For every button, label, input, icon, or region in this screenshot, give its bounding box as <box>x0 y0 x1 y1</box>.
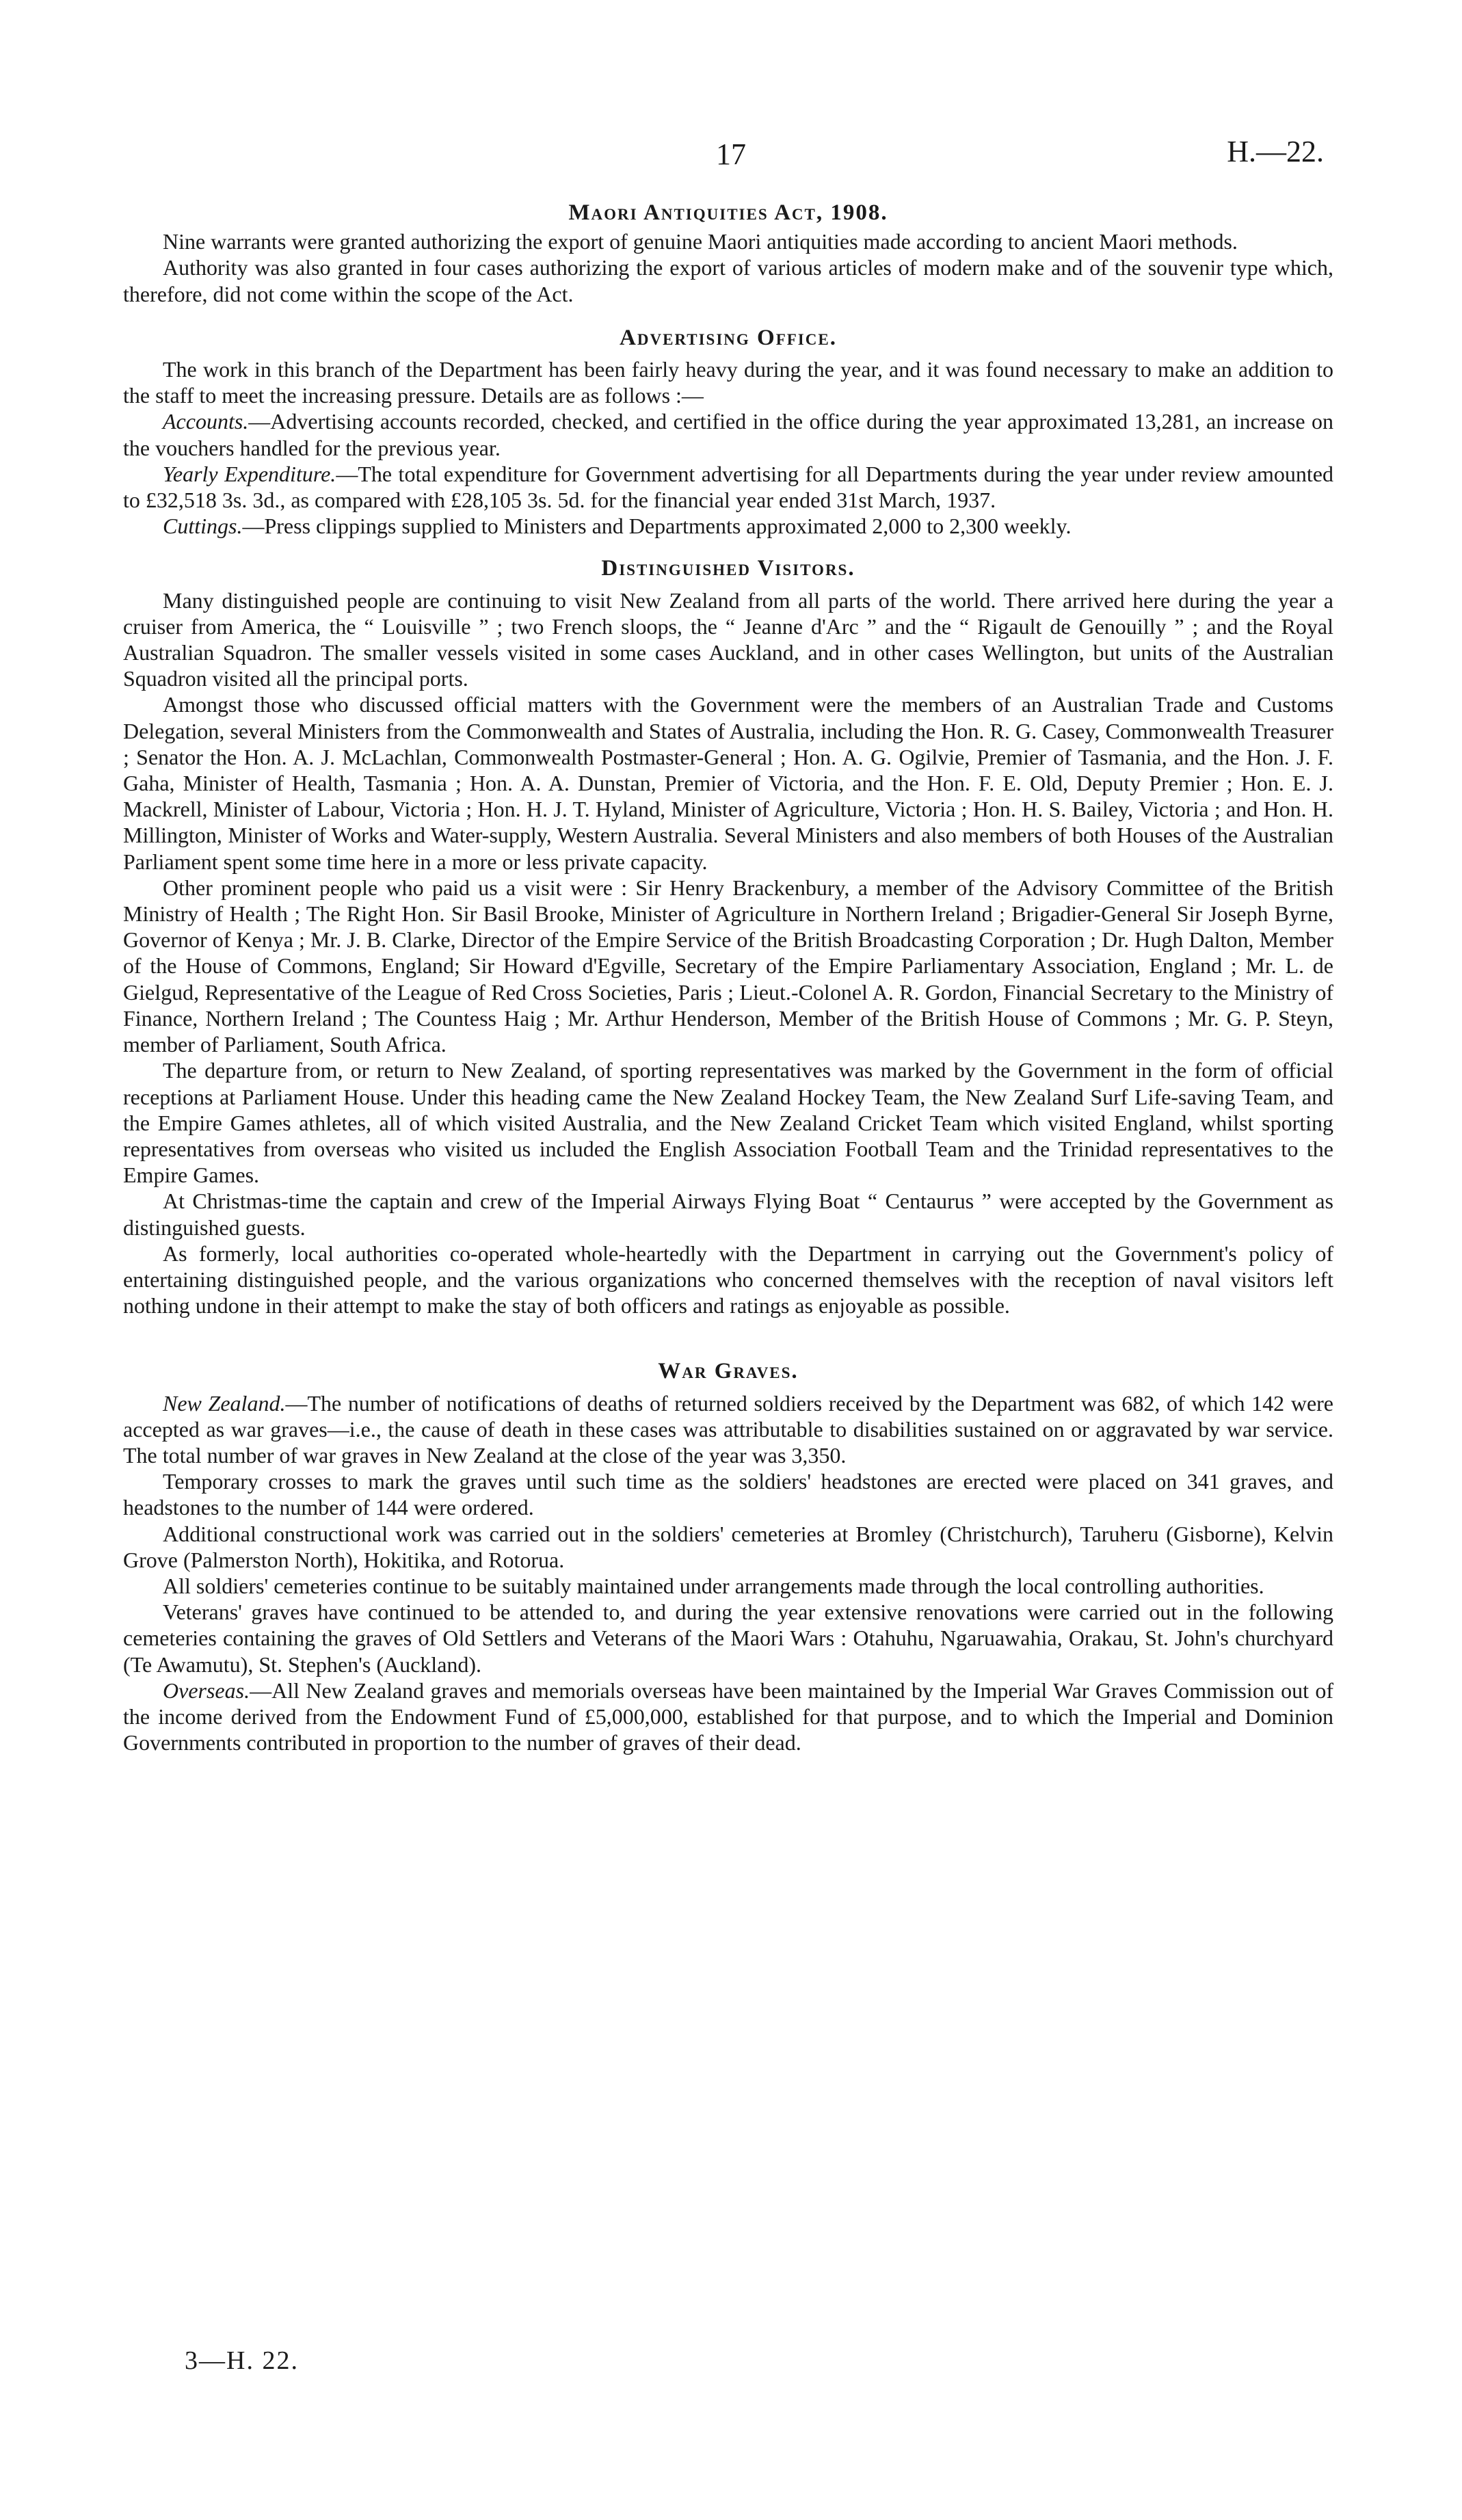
page-number: 17 <box>716 137 746 171</box>
paragraph-lead: Overseas. <box>163 1677 250 1703</box>
paragraph: Veterans' graves have continued to be attended to, and during the year extensive renovations were carried out in the following cemeteries containing the graves of Old Settlers and Veterans of the Maori Wars : Otahuhu, Ngaruawahia, Orakau, St. John's churchyard (Te Awamutu), St. Stephen's (Auckland). <box>123 1600 1333 1677</box>
paragraph-lead: Accounts. <box>163 409 249 434</box>
paragraph: Nine warrants were granted authorizing the export of genuine Maori antiquities made according to ancient Maori methods. <box>163 229 1238 254</box>
paragraph: As formerly, local authorities co-operated whole-heartedly with the Department in carrying out the Government's policy of entertaining distinguished people, and the various organizations who concerned themselves with the reception of naval visitors left nothing undone in their attempt to make the stay of both officers and ratings as enjoyable as possible. <box>123 1241 1333 1318</box>
section-heading: Maori Antiquities Act, 1908. <box>568 200 888 225</box>
paragraph <box>123 513 1333 539</box>
paragraph-lead: Yearly Expenditure. <box>163 461 336 486</box>
paragraph: Temporary crosses to mark the graves until such time as the soldiers' headstones are erected were placed on 341 graves, and headstones to the number of 144 were ordered. <box>123 1469 1333 1520</box>
paragraph: Authority was also granted in four cases authorizing the export of various articles of modern make and of the souvenir type which, therefore, did not come within the scope of the Act. <box>123 255 1333 306</box>
paragraph-text: —Advertising accounts recorded, checked, and certified in the office during the year approximated 13,281, an increase on the vouchers handled for the previous year. <box>123 409 1333 460</box>
paragraph <box>123 408 1333 460</box>
paragraph: Amongst those who discussed official matters with the Government were the members of an Australian Trade and Customs Delegation, several Ministers from the Commonwealth and States of Australia, including the Hon. R. G. Casey, Commonwealth Treasurer ; Senator the Hon. A. J. McLachlan, Commonwealth Postmaster-General ; Hon. A. G. Ogilvie, Premier of Tasmania, and the Hon. J. F. Gaha, Minister of Health, Tasmania ; Hon. A. A. Dunstan, Premier of Victoria, and the Hon. F. E. Old, Deputy Premier ; Hon. E. J. Mackrell, Minister of Labour, Victoria ; Hon. H. J. T. Hyland, Minister of Agriculture, Victoria ; Hon. H. S. Bailey, Victoria ; and Hon. H. Millington, Minister of Works and Water-supply, Western Australia. Several Ministers and also members of both Houses of the Australian Parliament spent some time here in a more or less private capacity. <box>123 692 1333 874</box>
paragraph: At Christmas-time the captain and crew of the Imperial Airways Flying Boat “ Centaurus ” were accepted by the Government as distinguished guests. <box>123 1189 1333 1240</box>
paragraph: Many distinguished people are continuing to visit New Zealand from all parts of the world. There arrived here during the year a cruiser from America, the “ Louisville ” ; two French sloops, the “ Jeanne d'Arc ” and the “ Rigault de Genouilly ” ; and the Royal Australian Squadron. The smaller vessels visited in some cases Auckland, and in other cases Wellington, but units of the Australian Squadron visited all the principal ports. <box>123 587 1333 691</box>
paragraph-text: —Press clippings supplied to Ministers and Departments approximated 2,000 to 2,300 weekly. <box>242 514 1072 539</box>
paragraph <box>123 1677 1333 1756</box>
section-heading: War Graves. <box>658 1359 799 1384</box>
section-heading: Distinguished Visitors. <box>601 556 855 581</box>
document-reference: H.—22. <box>1227 135 1324 168</box>
paragraph: The work in this branch of the Department has been fairly heavy during the year, and it was found necessary to make an addition to the staff to meet the increasing pressure. Details are as follows :— <box>123 357 1333 408</box>
paragraph-lead: Cuttings. <box>163 514 243 539</box>
paragraph-text: —All New Zealand graves and memorials overseas have been maintained by the Imperial War Graves Commission out of the income derived from the Endowment Fund of £5,000,000, established for that purpose, and to which the Imperial and Dominion Governments contributed in proportion to the number of graves of their dead. <box>123 1677 1333 1755</box>
paragraph-text: —The number of notifications of deaths of returned soldiers received by the Department was 682, of which 142 were accepted as war graves—i.e., the cause of death in these cases was attributable to disabilities sustained on or aggravated by war service. The total number of war graves in New Zealand at the close of the year was 3,350. <box>123 1390 1334 1468</box>
section-distinguished-visitors <box>123 555 1333 1318</box>
section-advertising-office <box>123 325 1333 540</box>
paragraph <box>123 461 1333 513</box>
paragraph: The departure from, or return to New Zealand, of sporting representatives was marked by the Government in the form of official receptions at Parliament House. Under this heading came the New Zealand Hockey Team, the New Zealand Surf Life-saving Team, and the Empire Games athletes, all of which visited Australia, and the New Zealand Cricket Team which visited England, whilst sporting representatives from overseas who visited us included the English Association Football Team and the Trinidad representatives to the Empire Games. <box>123 1058 1333 1188</box>
paragraph-lead: New Zealand. <box>163 1390 286 1416</box>
section-heading: Advertising Office. <box>620 325 837 350</box>
paragraph: Other prominent people who paid us a visit were : Sir Henry Brackenbury, a member of the Advisory Committee of the British Ministry of Health ; The Right Hon. Sir Basil Brooke, Minister of Agriculture in Northern Ireland ; Brigadier-General Sir Joseph Byrne, Governor of Kenya ; Mr. J. B. Clarke, Director of the Empire Service of the British Broadcasting Corporation ; Dr. Hugh Dalton, Member of the House of Commons, England; Sir Howard d'Egville, Secretary of the Empire Parliamentary Association, England ; Mr. L. de Gielgud, Representative of the League of Red Cross Societies, Paris ; Lieut.-Colonel A. R. Gordon, Financial Secretary to the Ministry of Finance, Northern Ireland ; The Countess Haig ; Mr. Arthur Henderson, Member of the British House of Commons ; Mr. G. P. Steyn, member of Parliament, South Africa. <box>123 875 1333 1057</box>
document-body <box>123 200 1333 1755</box>
paragraph: All soldiers' cemeteries continue to be suitably maintained under arrangements made through the local controlling authorities. <box>163 1573 1264 1598</box>
paragraph-text: —The total expenditure for Government advertising for all Departments during the year under review amounted to £32,518 3s. 3d., as compared with £28,105 3s. 5d. for the financial year ended 31st March, 1937. <box>123 461 1334 513</box>
section-maori-antiquities <box>123 200 1333 307</box>
paragraph: Additional constructional work was carried out in the soldiers' cemeteries at Bromley (Christchurch), Taruheru (Gisborne), Kelvin Grove (Palmerston North), Hokitika, and Rotorua. <box>123 1521 1333 1572</box>
paragraph <box>123 1390 1333 1469</box>
section-war-graves <box>123 1358 1333 1755</box>
sheet-reference: 3—H. 22. <box>185 2346 299 2375</box>
